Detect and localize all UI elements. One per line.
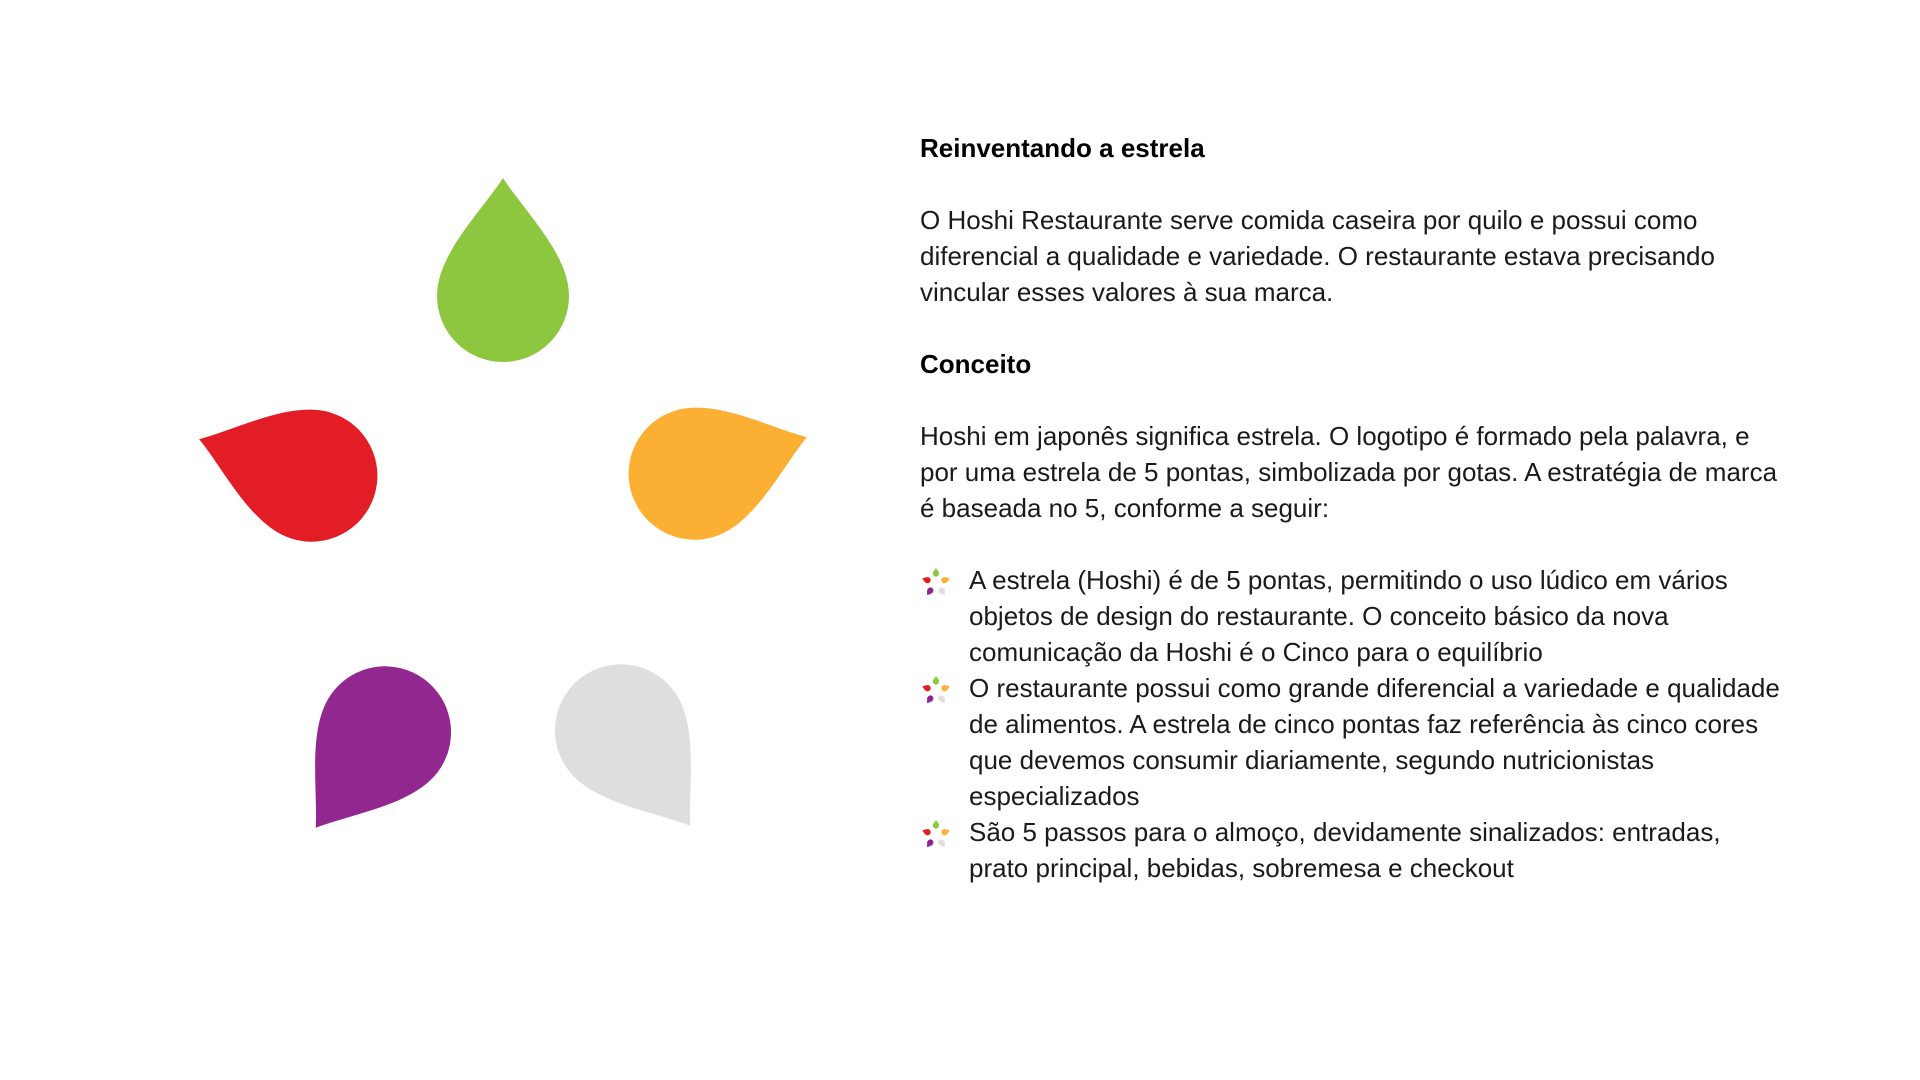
mini-drop-green: [933, 676, 939, 685]
mini-drop-red: [921, 828, 931, 837]
drop-purple: [262, 640, 477, 866]
list-item: [920, 670, 1780, 814]
section-title-reinventing: Reinventando a estrela: [920, 133, 1205, 163]
concept-bullet-list: [920, 562, 1780, 886]
mini-drop-red: [921, 684, 931, 693]
drop-gray: [529, 638, 744, 864]
mini-drop-orange: [941, 828, 951, 837]
text-column: [920, 130, 1780, 886]
mini-drop-orange: [941, 684, 951, 693]
section-body-concept: Hoshi em japonês significa estrela. O logotipo é formado pela palavra, e por uma estrela de 5 pontas, simbolizada por gotas. A estratégia de marca é baseada no 5, conforme a seguir:: [920, 421, 1778, 523]
drop-green: [437, 178, 569, 362]
list-item: [920, 814, 1780, 886]
bullet-text: A estrela (Hoshi) é de 5 pontas, permitindo o uso lúdico em vários objetos de design do restaurante. O conceito básico da nova comunicação da Hoshi é o Cinco para o equilíbrio: [969, 565, 1728, 667]
mini-drop-green: [933, 568, 939, 577]
mini-drop-gray: [937, 838, 947, 849]
mini-drop-red: [921, 576, 931, 585]
section-body-intro: O Hoshi Restaurante serve comida caseira por quilo e possui como diferencial a qualidade e variedade. O restaurante estava precisando vincular esses valores à sua marca.: [920, 205, 1715, 307]
mini-drop-purple: [925, 694, 935, 705]
mini-drop-purple: [925, 586, 935, 597]
mini-star-icon: [920, 817, 952, 849]
mini-drop-gray: [937, 694, 947, 705]
mini-star-icon: [920, 565, 952, 597]
drop-red: [179, 376, 395, 558]
mini-drop-purple: [925, 838, 935, 849]
bullet-text: O restaurante possui como grande diferencial a variedade e qualidade de alimentos. A estrela de cinco pontas faz referência às cinco cores que devemos consumir diariamente, segundo nutricionistas especializados: [969, 673, 1780, 811]
mini-drop-orange: [941, 576, 951, 585]
section-title-concept: Conceito: [920, 349, 1032, 379]
list-item: [920, 562, 1780, 670]
mini-star-icon: [920, 673, 952, 705]
drop-orange: [611, 374, 827, 556]
bullet-text: São 5 passos para o almoço, devidamente sinalizados: entradas, prato principal, bebidas, sobremesa e checkout: [969, 817, 1721, 883]
mini-drop-gray: [937, 586, 947, 597]
mini-drop-green: [933, 820, 939, 829]
